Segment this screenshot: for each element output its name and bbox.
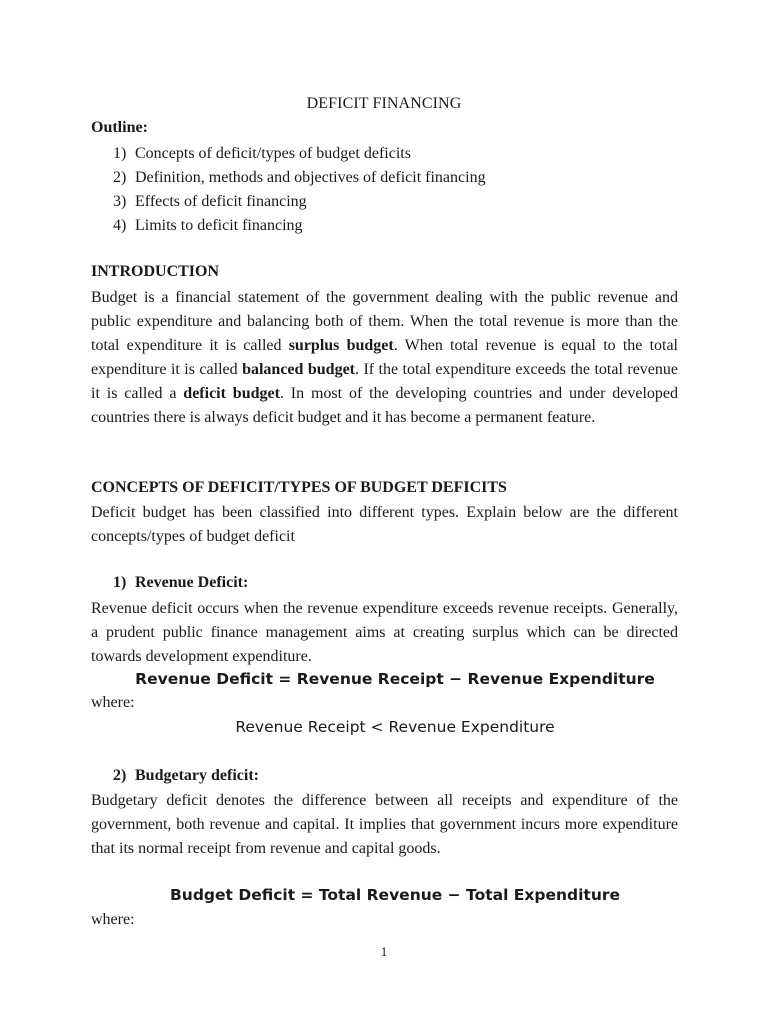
outline-item [113, 166, 486, 190]
revenue-deficit-where: where: [91, 694, 135, 711]
revenue-deficit-heading [113, 573, 248, 593]
budgetary-deficit-heading [113, 766, 259, 786]
revenue-deficit-equation: Revenue Deficit = Revenue Receipt − Revenue Expenditure [135, 670, 655, 688]
outline-item-text: Concepts of deficit/types of budget deficits [135, 145, 411, 162]
outline-label: Outline: [91, 119, 148, 136]
intro-text-part: . In most of the developing countries and under developed countries there is always deficit budget and it has become a permanent feature. [91, 384, 679, 426]
outline-item [113, 214, 486, 238]
page-number: 1 [380, 944, 388, 959]
intro-text-part: Budget is a financial statement of the government dealing with the public revenue and public expenditure and balancing both of them. When the total revenue is more than the total expenditure it is called [91, 289, 678, 354]
budget-deficit-equation: Budget Deficit = Total Revenue − Total Expenditure [169, 886, 621, 904]
outline-item-text: Limits to deficit financing [135, 217, 303, 234]
outline-item-text: Definition, methods and objectives of deficit financing [135, 169, 486, 186]
surplus-budget-term: surplus budget [288, 336, 394, 354]
budget-deficit-where: where: [91, 911, 135, 928]
outline-item-number: 3) [113, 193, 127, 210]
concepts-paragraph: Deficit budget has been classified into different types. Explain below are the different concepts/types of budget deficit [91, 504, 678, 545]
outline-item-number: 4) [113, 217, 127, 234]
intro-text-part: . When total revenue is equal to the total expenditure it is called [91, 336, 679, 378]
balanced-budget-term: balanced budget [242, 360, 355, 378]
outline-list [113, 142, 486, 238]
revenue-deficit-title: Revenue Deficit: [135, 574, 249, 591]
revenue-deficit-condition: Revenue Receipt < Revenue Expenditure [235, 718, 555, 736]
revenue-deficit-paragraph: Revenue deficit occurs when the revenue expenditure exceeds revenue receipts. Generally, a prudent public finance management aims at creating surplus which can be directed towards development expenditure. [91, 600, 678, 665]
budgetary-deficit-paragraph: Budgetary deficit denotes the difference between all receipts and expenditure of the government, both revenue and capital. It implies that government incurs more expenditure that its normal receipt from revenue and capital goods. [91, 792, 678, 857]
outline-item-text: Effects of deficit financing [135, 193, 307, 210]
deficit-budget-term: deficit budget [183, 384, 280, 402]
budgetary-deficit-number: 2) [113, 767, 127, 784]
introduction-paragraph [91, 286, 678, 429]
outline-item [113, 142, 486, 166]
concepts-heading: CONCEPTS OF DEFICIT/TYPES OF BUDGET DEFICITS [91, 479, 507, 496]
outline-item-number: 2) [113, 169, 127, 186]
revenue-deficit-number: 1) [113, 574, 127, 591]
document-title: DEFICIT FINANCING [306, 95, 462, 112]
outline-item-number: 1) [113, 145, 127, 162]
budgetary-deficit-title: Budgetary deficit: [135, 767, 259, 784]
introduction-heading: INTRODUCTION [91, 263, 220, 280]
outline-item [113, 190, 486, 214]
intro-text-part: . If the total expenditure exceeds the total revenue it is called a [91, 360, 679, 402]
